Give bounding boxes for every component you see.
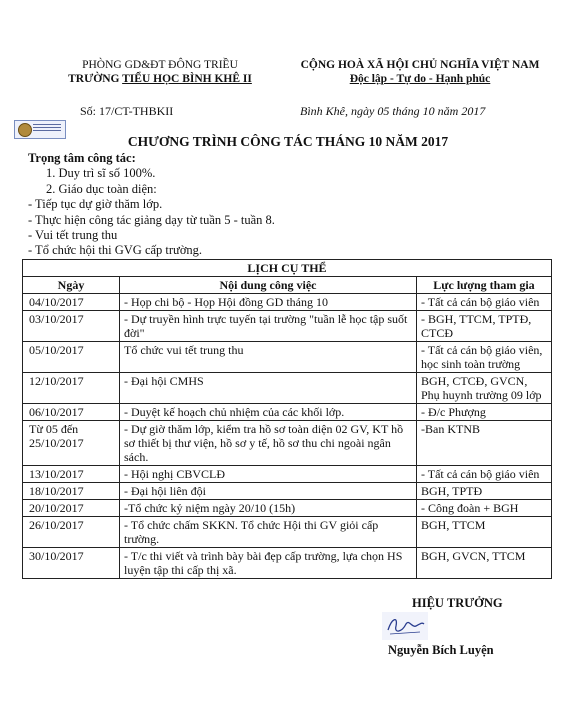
row-content: - Tổ chức chấm SKKN. Tổ chức Hội thi GV giỏi cấp trường. xyxy=(120,517,417,548)
focus-item: 2. Giáo dục toàn diện: xyxy=(46,181,157,196)
row-content: - Đại hội CMHS xyxy=(120,373,417,404)
table-row xyxy=(23,421,552,466)
table-row xyxy=(23,548,552,579)
page-title: CHƯƠNG TRÌNH CÔNG TÁC THÁNG 10 NĂM 2017 xyxy=(127,134,449,149)
row-content: -Tổ chức kỷ niệm ngày 20/10 (15h) xyxy=(120,500,417,517)
country-name: CỘNG HOÀ XÃ HỘI CHỦ NGHĨA VIỆT NAM xyxy=(300,59,540,71)
focus-item: - Thực hiện công tác giảng dạy từ tuần 5 - tuần 8. xyxy=(28,212,275,227)
row-date: 04/10/2017 xyxy=(23,294,120,311)
row-participants: - Đ/c Phượng xyxy=(417,404,552,421)
school-name: TIỂU HỌC BÌNH KHÊ II xyxy=(122,73,252,85)
row-date: 18/10/2017 xyxy=(23,483,120,500)
row-content: - Hội nghị CBVCLĐ xyxy=(120,466,417,483)
focus-item: - Tiếp tục dự giờ thăm lớp. xyxy=(28,197,163,212)
stamp-text-lines xyxy=(33,124,61,133)
row-content: - Họp chi bộ - Họp Hội đồng GD tháng 10 xyxy=(120,294,417,311)
school-name-line xyxy=(40,72,280,86)
row-content: - Dự giờ thăm lớp, kiểm tra hồ sơ toàn diện 02 GV, KT hồ sơ thiết bị thư viện, hồ sơ y tế, hồ sơ thu chi ngoài ngân sách. xyxy=(120,421,417,466)
focus-item: 1. Duy trì sĩ số 100%. xyxy=(46,166,156,181)
header-right xyxy=(282,58,558,86)
row-participants: - Tất cả cán bộ giáo viên xyxy=(417,294,552,311)
table-row xyxy=(23,517,552,548)
table-row xyxy=(23,500,552,517)
row-participants: - Tất cả cán bộ giáo viên, học sinh toàn trường xyxy=(417,342,552,373)
table-row xyxy=(23,404,552,421)
row-content: - T/c thi viết và trình bày bài đẹp cấp trường, lựa chọn HS luyện tập thi cấp thị xã. xyxy=(120,548,417,579)
row-content: - Dự truyền hình trực tuyến tại trường "tuần lễ học tập suốt đời" xyxy=(120,311,417,342)
school-prefix: TRƯỜNG xyxy=(68,73,123,85)
row-content: - Duyệt kế hoạch chủ nhiệm của các khối lớp. xyxy=(120,404,417,421)
column-header-participants: Lực lượng tham gia xyxy=(417,277,552,294)
place-date: Bình Khê, ngày 05 tháng 10 năm 2017 xyxy=(300,104,486,118)
row-date: Từ 05 đến 25/10/2017 xyxy=(23,421,120,466)
row-date: 03/10/2017 xyxy=(23,311,120,342)
column-header-date: Ngày xyxy=(23,277,120,294)
header-left xyxy=(40,58,280,86)
row-date: 20/10/2017 xyxy=(23,500,120,517)
row-content: - Đại hội liên đội xyxy=(120,483,417,500)
row-participants: BGH, TTCM xyxy=(417,517,552,548)
focus-section xyxy=(28,151,275,259)
table-row xyxy=(23,483,552,500)
table-row xyxy=(23,466,552,483)
column-header-content: Nội dung công việc xyxy=(120,277,417,294)
document-number: Số: 17/CT-THBKII xyxy=(80,104,174,118)
table-row xyxy=(23,373,552,404)
row-participants: - Công đoàn + BGH xyxy=(417,500,552,517)
row-date: 13/10/2017 xyxy=(23,466,120,483)
row-date: 12/10/2017 xyxy=(23,373,120,404)
row-participants: - BGH, TTCM, TPTĐ, CTCĐ xyxy=(417,311,552,342)
row-participants: - Tất cả cán bộ giáo viên xyxy=(417,466,552,483)
department-name: PHÒNG GD&ĐT ĐÔNG TRIỀU xyxy=(82,59,238,71)
row-participants: -Ban KTNB xyxy=(417,421,552,466)
table-row xyxy=(23,294,552,311)
focus-heading: Trọng tâm công tác: xyxy=(28,151,136,165)
schedule-title: LỊCH CỤ THỂ xyxy=(23,260,552,277)
row-participants: BGH, CTCĐ, GVCN, Phụ huynh trường 09 lớp xyxy=(417,373,552,404)
national-motto: Độc lập - Tự do - Hạnh phúc xyxy=(349,73,491,85)
schedule-table xyxy=(22,259,552,579)
row-content: Tổ chức vui tết trung thu xyxy=(120,342,417,373)
focus-item: - Tổ chức hội thi GVG cấp trường. xyxy=(28,243,203,258)
handwritten-signature-icon xyxy=(382,612,428,640)
row-date: 26/10/2017 xyxy=(23,517,120,548)
row-participants: BGH, GVCN, TTCM xyxy=(417,548,552,579)
row-date: 05/10/2017 xyxy=(23,342,120,373)
table-row xyxy=(23,311,552,342)
signature-title: HIỆU TRƯỞNG xyxy=(412,596,503,610)
focus-item: - Vui tết trung thu xyxy=(28,228,118,243)
table-row xyxy=(23,342,552,373)
signer-name: Nguyễn Bích Luyện xyxy=(388,643,494,657)
row-participants: BGH, TPTĐ xyxy=(417,483,552,500)
row-date: 30/10/2017 xyxy=(23,548,120,579)
row-date: 06/10/2017 xyxy=(23,404,120,421)
